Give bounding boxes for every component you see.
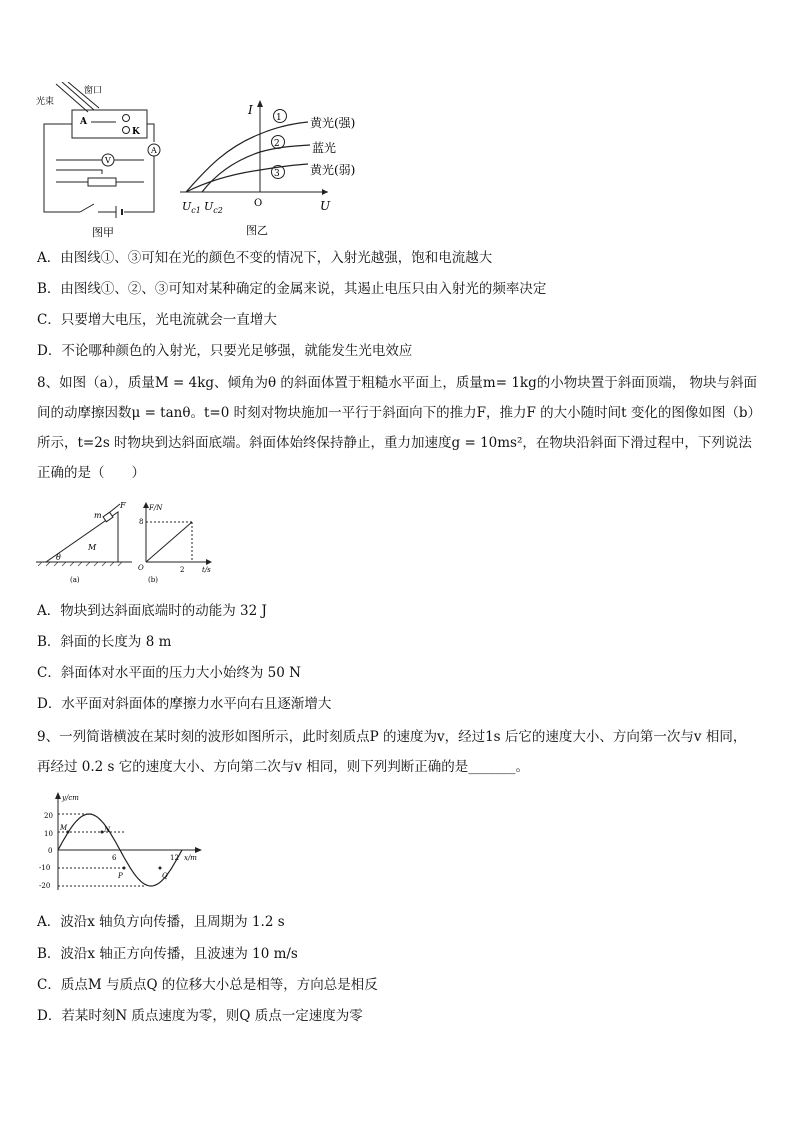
x-axis-label: U bbox=[320, 199, 331, 213]
q9-option-d: D．若某时刻N 质点速度为零，则Q 质点一定速度为零 bbox=[37, 1008, 363, 1024]
point-m: M bbox=[60, 824, 68, 832]
figure-a-caption: 图甲 bbox=[92, 226, 114, 239]
svg-text:2: 2 bbox=[274, 139, 280, 149]
q9-stem: 9、一列简谐横波在某时刻的波形如图所示，此时刻质点P 的速度为v，经过1s 后它的速度大小、方向第一次与v 相同，再经过 0.2 s 它的速度大小、方向第二次与v 相同，则下列判断正确的是_______。 bbox=[37, 729, 747, 775]
q7-option-b: B．由图线①、②、③可知对某种确定的金属来说，其遏止电压只由入射光的频率决定 bbox=[37, 281, 547, 297]
wave-x-axis: x/m bbox=[184, 854, 197, 862]
wave-y-tick-10: 10 bbox=[44, 830, 53, 838]
curve-1-label: 黄光(强) bbox=[310, 116, 356, 130]
wave-x-tick-6: 6 bbox=[112, 854, 117, 862]
svg-text:1: 1 bbox=[276, 113, 282, 123]
y-axis-label: I bbox=[248, 103, 253, 117]
q8-option-b: B．斜面的长度为 8 m bbox=[37, 634, 172, 650]
block-label: m bbox=[94, 511, 102, 520]
q8-option-d: D．水平面对斜面体的摩擦力水平向右且逐渐增大 bbox=[37, 696, 332, 712]
q8-option-a: A．物块到达斜面底端时的动能为 32 J bbox=[37, 603, 267, 619]
theta-label: θ bbox=[56, 553, 61, 562]
incline-label: M bbox=[88, 543, 97, 552]
curve-2-label: 蓝光 bbox=[312, 141, 337, 155]
point-p: P bbox=[118, 872, 123, 880]
force-time-chart bbox=[136, 500, 216, 590]
wave-y-tick-m10: -10 bbox=[39, 864, 51, 872]
force-line bbox=[146, 522, 192, 562]
electrode-k-label: K bbox=[132, 127, 140, 137]
circuit-diagram bbox=[36, 82, 166, 242]
uc2-label: $U_{c2}$ bbox=[204, 200, 223, 215]
q7-option-d: D．不论哪种颜色的入射光，只要光足够强，就能发生光电效应 bbox=[37, 343, 413, 359]
light-beam-label: 光束 bbox=[36, 97, 55, 107]
q8-option-c: C．斜面体对水平面的压力大小始终为 50 N bbox=[37, 665, 301, 681]
wave-y-tick-20: 20 bbox=[44, 812, 53, 820]
ft-x-tick: 2 bbox=[180, 566, 185, 574]
q7-option-a: A．由图线①、③可知在光的颜色不变的情况下，入射光越强，饱和电流越大 bbox=[37, 250, 493, 266]
wave-y-tick-0: 0 bbox=[48, 847, 53, 855]
wave-y-tick-m20: -20 bbox=[39, 882, 51, 890]
force-label: F bbox=[120, 501, 126, 510]
point-q: Q bbox=[162, 872, 168, 880]
q9-option-b: B．波沿x 轴正方向传播，且波速为 10 m/s bbox=[37, 946, 298, 962]
ft-origin: O bbox=[138, 564, 144, 572]
window-label: 窗口 bbox=[84, 86, 103, 96]
svg-text:3: 3 bbox=[274, 169, 280, 179]
origin-label: O bbox=[254, 198, 263, 209]
q9-option-c: C．质点M 与质点Q 的位移大小总是相等，方向总是相反 bbox=[37, 977, 378, 993]
svg-text:A: A bbox=[151, 146, 157, 155]
curve-3-label: 黄光(弱) bbox=[310, 163, 356, 177]
caption-a: (a) bbox=[70, 576, 80, 584]
caption-b: (b) bbox=[148, 576, 158, 584]
ft-y-tick: 8 bbox=[139, 518, 144, 526]
wave-chart bbox=[36, 790, 206, 900]
q7-option-c: C．只要增大电压，光电流就会一直增大 bbox=[37, 312, 277, 328]
ft-x-axis: t/s bbox=[202, 566, 211, 574]
wave-x-tick-12: 12 bbox=[170, 854, 179, 862]
wave-y-axis: y/cm bbox=[62, 794, 79, 802]
iu-curve-figure bbox=[176, 100, 376, 238]
q9-option-a: A．波沿x 轴负方向传播，且周期为 1.2 s bbox=[37, 914, 285, 930]
ft-y-axis: F/N bbox=[149, 504, 163, 512]
uc1-label: $U_{c1}$ bbox=[182, 200, 201, 215]
incline-figure bbox=[36, 500, 136, 590]
svg-text:V: V bbox=[105, 156, 111, 165]
q8-stem: 8、如图（a），质量M = 4kg、倾角为θ 的斜面体置于粗糙水平面上，质量m= 1kg的小物块置于斜面顶端， 物块与斜面间的动摩擦因数μ = tanθ。t=0 时刻对物块施加一平行于斜面向下的推力F，推力F 的大小随时间t 变化的图像如图（b）所示，t=2s 时物块到达斜面底端。斜面体始终保持静止，重力加速度g = 10ms²，在物块沿斜面下滑过程中，下列说法正确的是（ ） bbox=[37, 375, 758, 481]
electrode-a-label: A bbox=[80, 117, 87, 127]
figure-b-caption: 图乙 bbox=[246, 224, 268, 237]
point-n: N bbox=[104, 826, 111, 834]
